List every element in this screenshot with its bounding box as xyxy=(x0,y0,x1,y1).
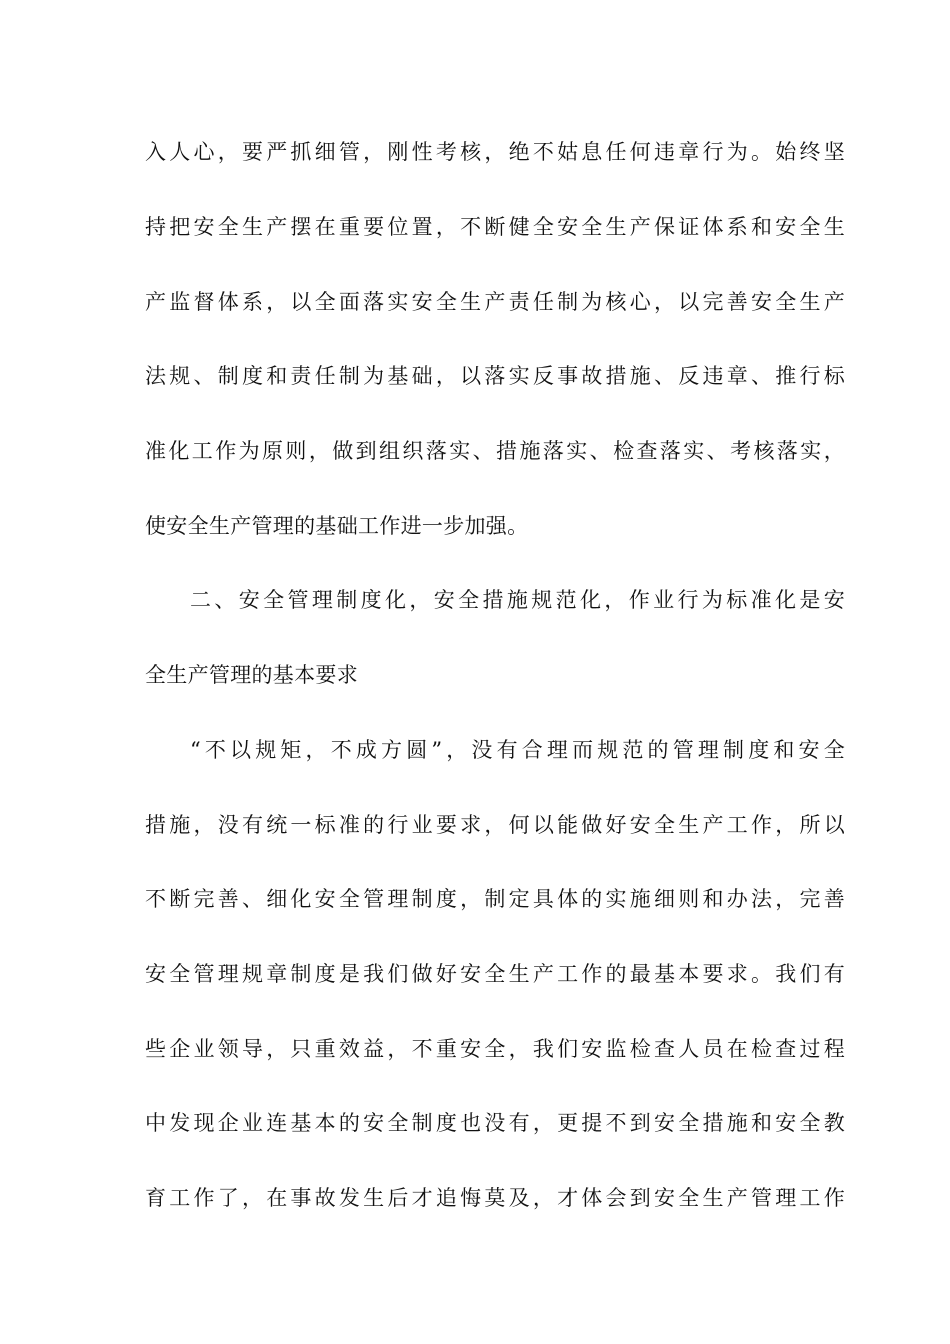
paragraph-line: 法规、制度和责任制为基础，以落实反事故措施、反违章、推行标 xyxy=(145,364,845,388)
paragraph-line: 安全管理规章制度是我们做好安全生产工作的最基本要求。我们有 xyxy=(145,962,845,986)
paragraph-line: “不以规矩，不成方圆”，没有合理而规范的管理制度和安全 xyxy=(190,738,845,762)
paragraph-line: 准化工作为原则，做到组织落实、措施落实、检查落实、考核落实， xyxy=(145,439,845,463)
paragraph-line: 持把安全生产摆在重要位置，不断健全安全生产保证体系和安全生 xyxy=(145,215,845,239)
paragraph-line: 入人心，要严抓细管，刚性考核，绝不姑息任何违章行为。始终坚 xyxy=(145,140,845,164)
paragraph-line: 些企业领导，只重效益，不重安全，我们安监检查人员在检查过程 xyxy=(145,1037,845,1061)
section-heading-line: 全生产管理的基本要求 xyxy=(145,663,358,687)
paragraph-line: 育工作了，在事故发生后才追悔莫及，才体会到安全生产管理工作 xyxy=(145,1186,845,1210)
paragraph-line: 中发现企业连基本的安全制度也没有，更提不到安全措施和安全教 xyxy=(145,1111,845,1135)
paragraph-line: 措施，没有统一标准的行业要求，何以能做好安全生产工作，所以 xyxy=(145,813,845,837)
paragraph-line: 不断完善、细化安全管理制度，制定具体的实施细则和办法，完善 xyxy=(145,887,845,911)
section-heading-line: 二、安全管理制度化，安全措施规范化，作业行为标准化是安 xyxy=(190,588,845,612)
paragraph-line: 产监督体系，以全面落实安全生产责任制为核心，以完善安全生产 xyxy=(145,290,845,314)
paragraph-line: 使安全生产管理的基础工作进一步加强。 xyxy=(145,514,529,538)
